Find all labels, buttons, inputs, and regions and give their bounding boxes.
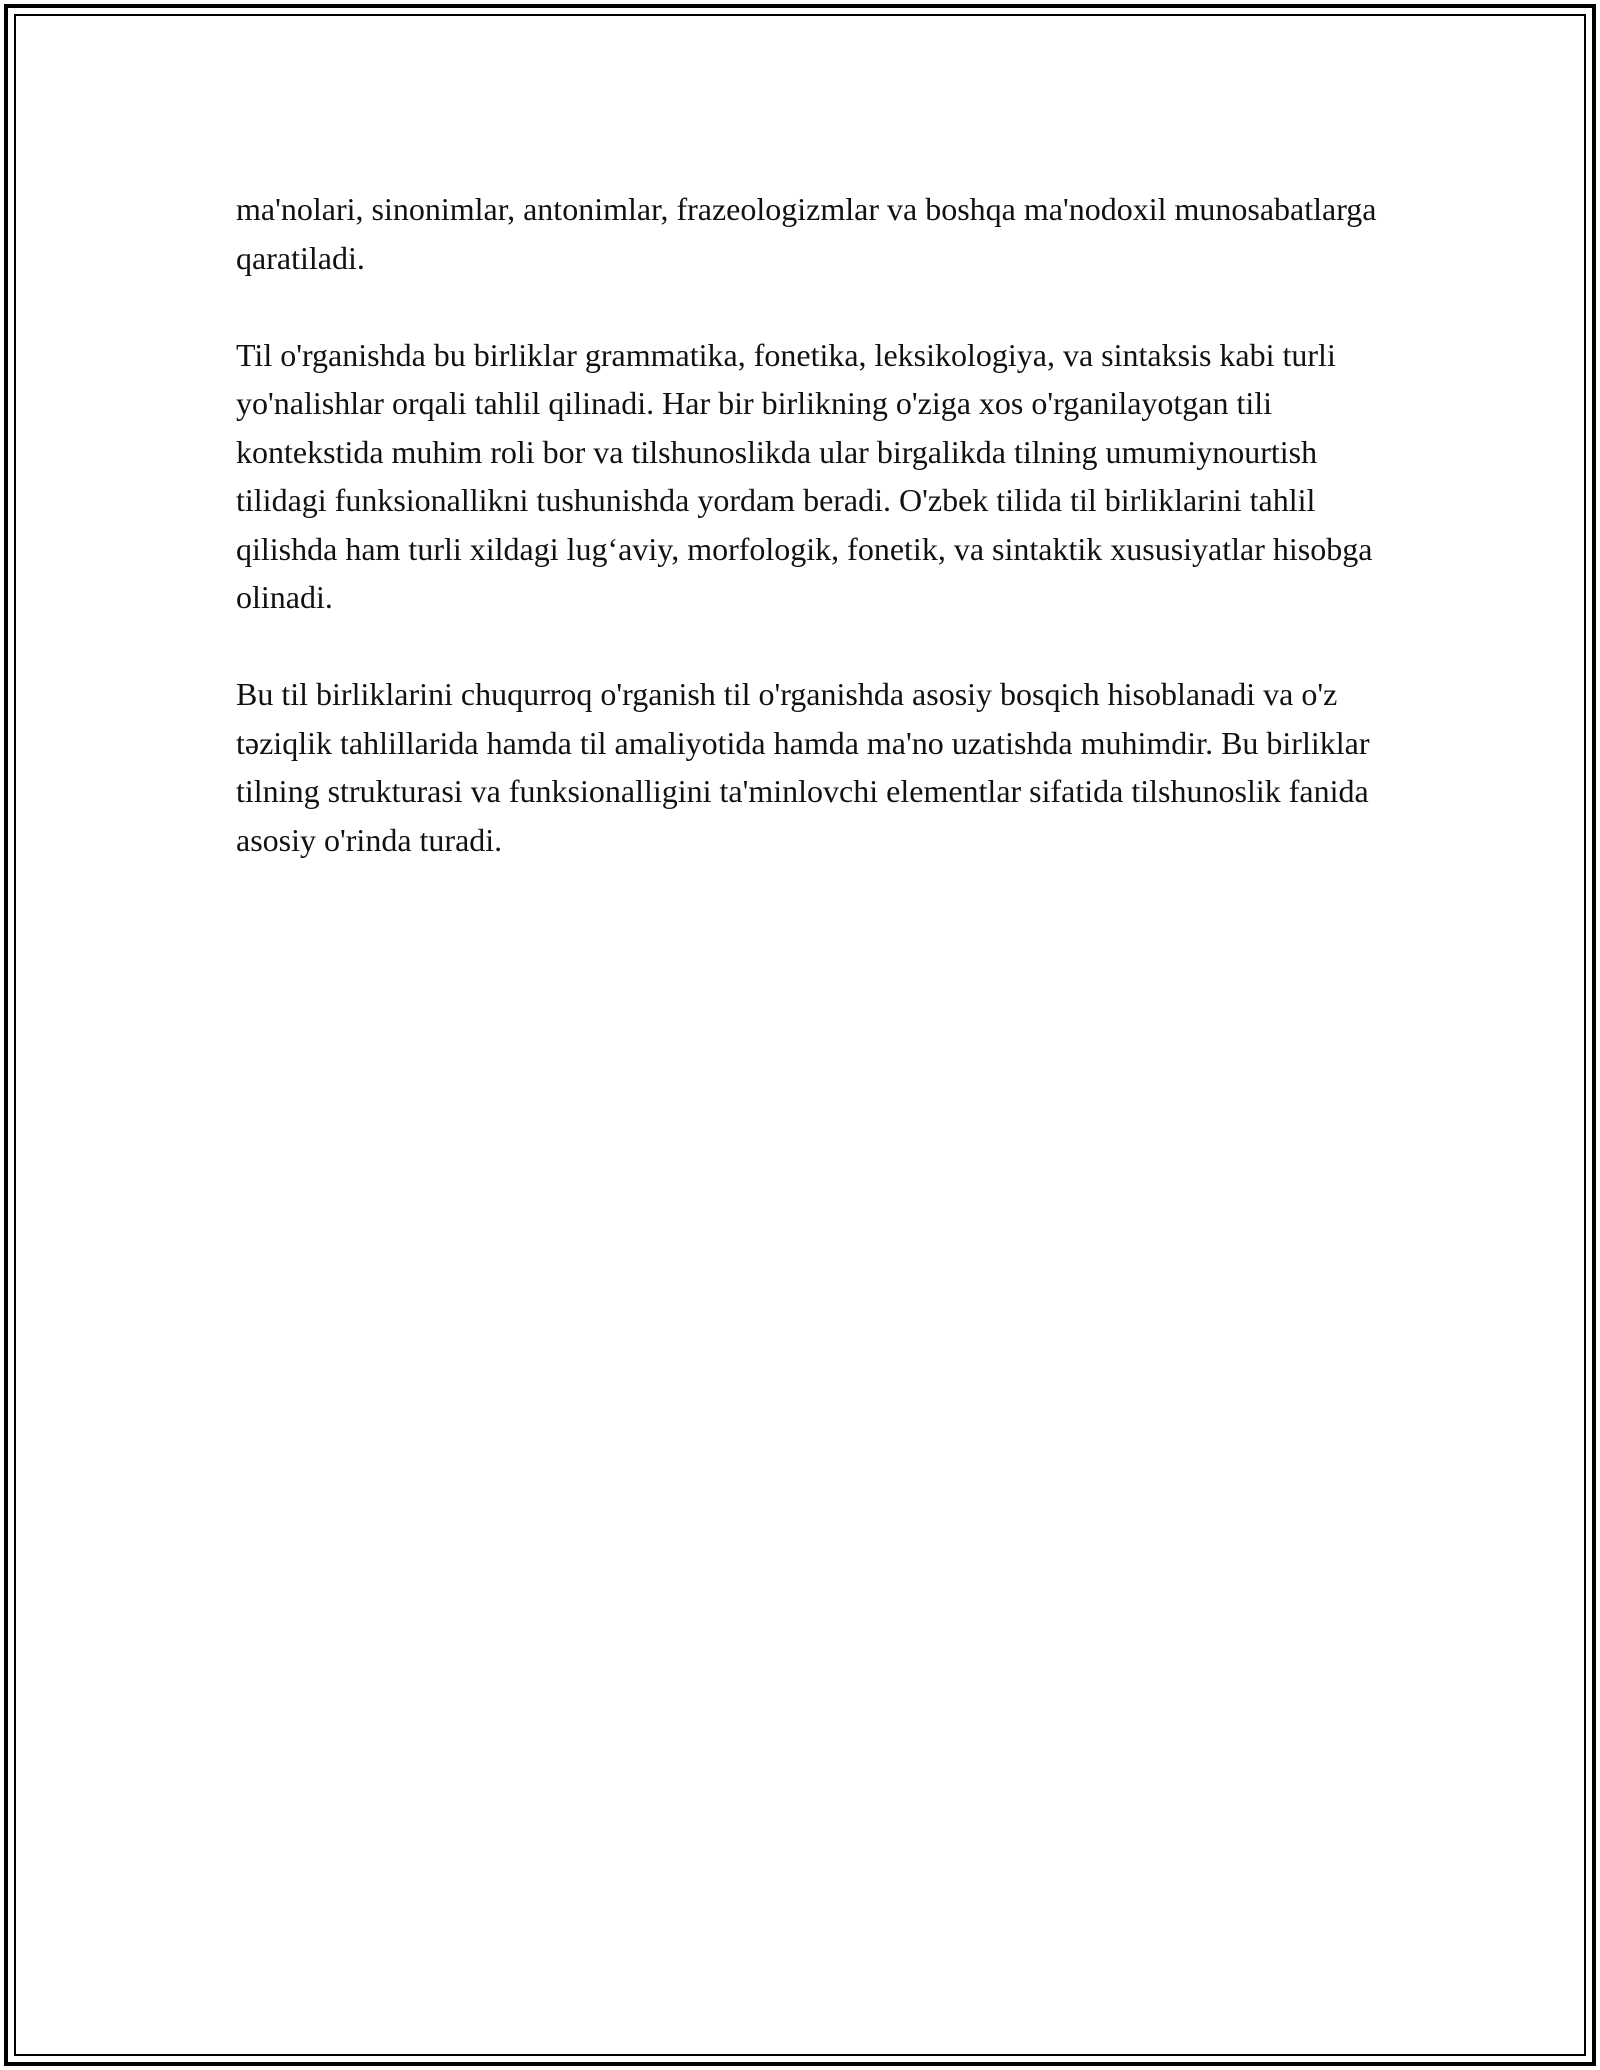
document-body <box>236 185 1386 913</box>
paragraph-continuation: ma'nolari, sinonimlar, antonimlar, frazeologizmlar va boshqa ma'nodoxil munosabatlarga qaratiladi. <box>236 191 1377 276</box>
paragraph-language-units-analysis: Til o'rganishda bu birliklar grammatika, fonetika, leksikologiya, va sintaksis kabi turli yo'nalishlar orqali tahlil qilinadi. Har bir birlikning o'ziga xos o'rganilayotgan tili kontekstida muhim roli bor va tilshunoslikda ular birgalikda tilning umumiynourtish tilidagi funksionallikni tushunishda yordam beradi. O'zbek tilida til birliklarini tahlil qilishda ham turli xildagi lug‘aviy, morfologik, fonetik, va sintaktik xususiyatlar hisobga olinadi. <box>236 336 1373 615</box>
paragraph-conclusion: Bu til birliklarini chuqurroq o'rganish til o'rganishda asosiy bosqich hisoblanadi va o'z təziqlik tahlillarida hamda til amaliyotida hamda ma'no uzatishda muhimdir. Bu birliklar tilning strukturasi va funksionalligini ta'minlovchi elementlar sifatida tilshunoslik fanida asosiy o'rinda turadi. <box>236 676 1370 858</box>
